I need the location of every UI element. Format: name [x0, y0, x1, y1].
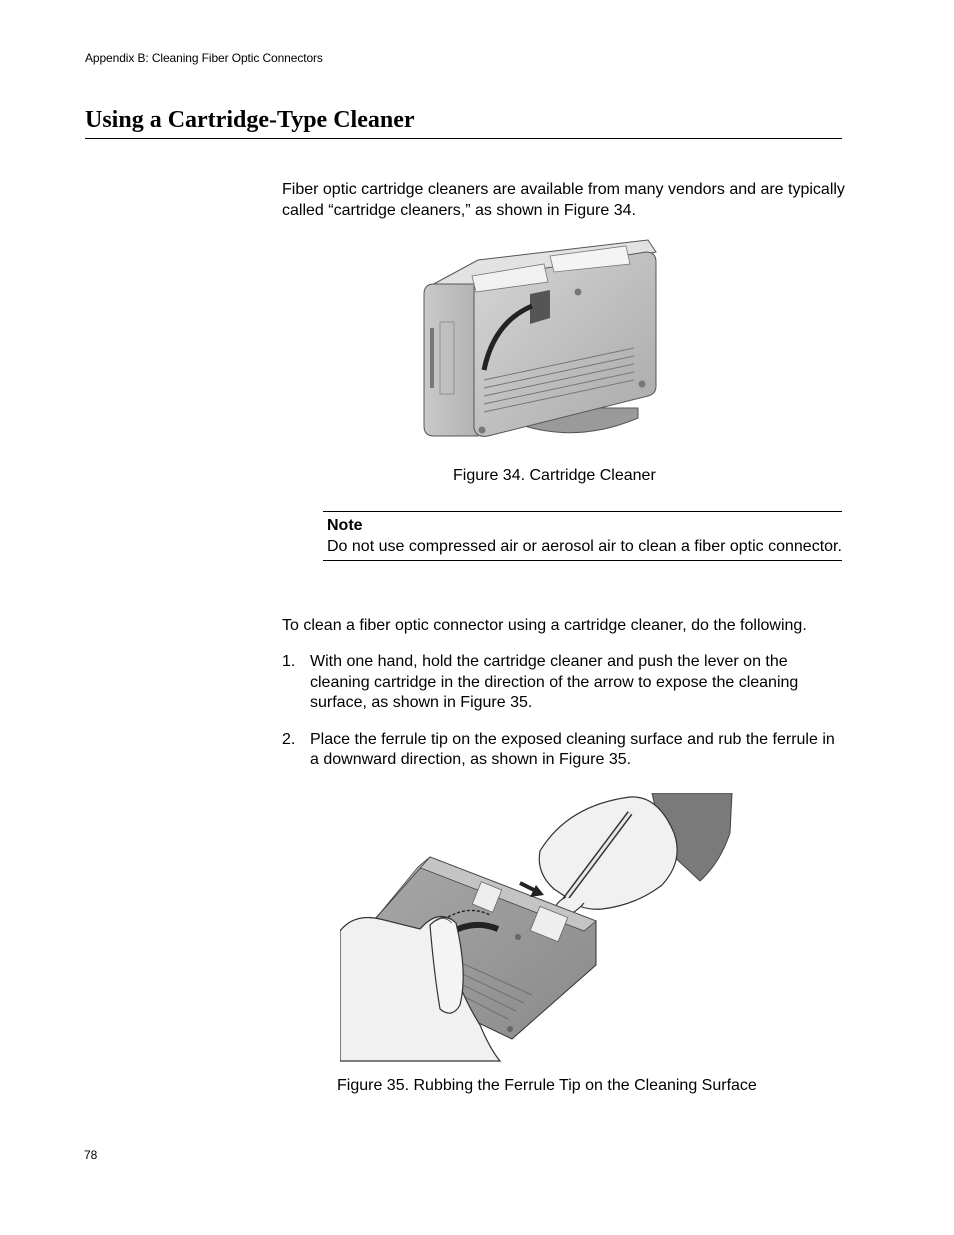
section-title: Using a Cartridge-Type Cleaner: [85, 107, 842, 139]
intro-paragraph: Fiber optic cartridge cleaners are available from many vendors and are typically called “cartridge cleaners,” as shown in Figure 34.: [282, 181, 845, 219]
step-text: With one hand, hold the cartridge cleaner and push the lever on the cleaning cartridge in the direction of the arrow to expose the cleaning surface, as shown in Figure 35.: [310, 653, 799, 711]
step-number: 1.: [282, 653, 296, 670]
procedure-steps: [282, 652, 842, 787]
step-text: Place the ferrule tip on the exposed cleaning surface and rub the ferrule in a downward direction, as shown in Figure 35.: [310, 730, 835, 768]
step-number: 2.: [282, 730, 296, 748]
figure-35-caption: Figure 35. Rubbing the Ferrule Tip on the Cleaning Surface: [337, 1077, 757, 1094]
list-item: [282, 652, 842, 714]
note-box: [323, 511, 842, 561]
figure-35-ferrule-cleaning-illustration: [340, 793, 734, 1063]
procedure-intro: To clean a fiber optic connector using a cartridge cleaner, do the following.: [282, 617, 807, 634]
page-number: 78: [84, 1148, 98, 1162]
figure-34-cartridge-cleaner-illustration: [418, 238, 662, 444]
note-body: Do not use compressed air or aerosol air to clean a fiber optic connector.: [327, 537, 842, 555]
list-item: [282, 730, 842, 771]
note-title: Note: [327, 517, 363, 534]
running-header: Appendix B: Cleaning Fiber Optic Connectors: [85, 51, 323, 65]
figure-34-caption: Figure 34. Cartridge Cleaner: [453, 467, 656, 484]
